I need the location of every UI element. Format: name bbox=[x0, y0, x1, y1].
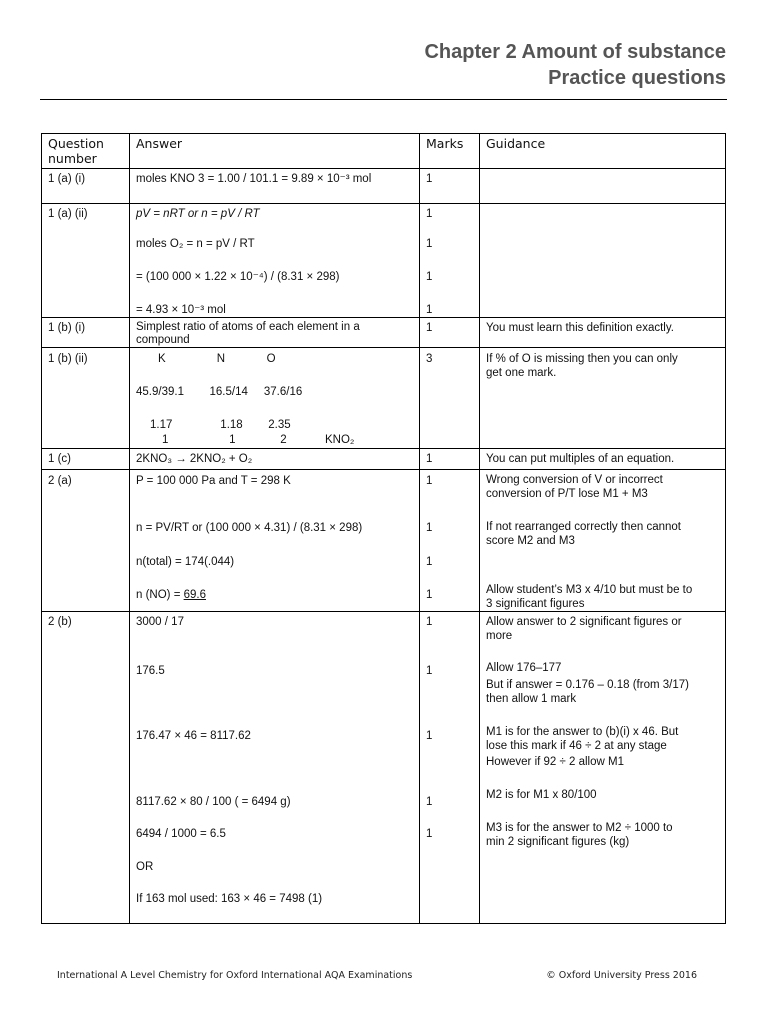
answer-line: 3000 / 17 bbox=[136, 616, 184, 628]
column-divider bbox=[419, 133, 420, 924]
guidance-line: conversion of P/T lose M1 + M3 bbox=[486, 488, 648, 500]
answer-line: moles O₂ = n = pV / RT bbox=[136, 238, 255, 250]
marks-value: 1 bbox=[426, 173, 433, 185]
answer-line: pV = nRT or n = pV / RT bbox=[136, 208, 260, 220]
table-border-left bbox=[41, 133, 42, 924]
header-answer: Answer bbox=[136, 136, 183, 151]
guidance-line: If not rearranged correctly then cannot bbox=[486, 521, 681, 533]
answer-line: n = PV/RT or (100 000 × 4.31) / (8.31 × 298) bbox=[136, 522, 363, 534]
marks-value: 3 bbox=[426, 353, 433, 365]
row-divider bbox=[41, 611, 726, 612]
header-marks: Marks bbox=[426, 136, 464, 151]
guidance-line: lose this mark if 46 ÷ 2 at any stage bbox=[486, 740, 667, 752]
guidance-line: 3 significant figures bbox=[486, 598, 585, 610]
page-subtitle: Practice questions bbox=[548, 67, 726, 89]
guidance-line: M3 is for the answer to M2 ÷ 1000 to bbox=[486, 822, 673, 834]
answer-line: 2KNO₃ → 2KNO₂ + O₂ bbox=[136, 453, 253, 465]
row-divider bbox=[41, 347, 726, 348]
marks-value: 1 bbox=[426, 522, 433, 534]
answer-line: n (NO) = 69.6 bbox=[136, 589, 206, 601]
question-number: 1 (b) (i) bbox=[48, 322, 86, 334]
marks-value: 1 bbox=[426, 730, 433, 742]
guidance-line: But if answer = 0.176 – 0.18 (from 3/17) bbox=[486, 679, 689, 691]
question-number: 2 (a) bbox=[48, 475, 72, 487]
marks-value: 1 bbox=[426, 238, 433, 250]
marks-value: 1 bbox=[426, 322, 433, 334]
answer-line: compound bbox=[136, 334, 190, 346]
row-divider bbox=[41, 448, 726, 449]
header-guidance: Guidance bbox=[486, 136, 546, 151]
chapter-title: Chapter 2 Amount of substance bbox=[424, 41, 726, 63]
header-question-number: Question number bbox=[48, 136, 104, 166]
answer-line: 8117.62 × 80 / 100 ( = 6494 g) bbox=[136, 796, 291, 808]
answer-line: P = 100 000 Pa and T = 298 K bbox=[136, 475, 291, 487]
table-border-right bbox=[725, 133, 726, 924]
marks-value: 1 bbox=[426, 589, 433, 601]
answer-line: = (100 000 × 1.22 × 10⁻⁴) / (8.31 × 298) bbox=[136, 271, 340, 283]
answer-line: 1 1 2 KNO₂ bbox=[162, 434, 355, 446]
table-border-top bbox=[41, 133, 726, 134]
table-border-bottom bbox=[41, 923, 726, 924]
answer-line: 1.17 1.18 2.35 bbox=[150, 419, 291, 431]
row-divider bbox=[41, 203, 726, 204]
marks-value: 1 bbox=[426, 271, 433, 283]
answer-line: OR bbox=[136, 861, 154, 873]
row-divider bbox=[41, 469, 726, 470]
column-divider bbox=[479, 133, 480, 924]
guidance-line: You can put multiples of an equation. bbox=[486, 453, 675, 465]
mark-scheme-table bbox=[41, 133, 726, 924]
guidance-line: Wrong conversion of V or incorrect bbox=[486, 474, 663, 486]
answer-line: K N O bbox=[158, 353, 276, 365]
answer-line: 45.9/39.1 16.5/14 37.6/16 bbox=[136, 386, 303, 398]
marks-value: 1 bbox=[426, 828, 433, 840]
question-number: 1 (b) (ii) bbox=[48, 353, 88, 365]
answer-line: = 4.93 × 10⁻³ mol bbox=[136, 304, 226, 316]
footer-book-title: International A Level Chemistry for Oxford International AQA Examinations bbox=[57, 970, 413, 981]
marks-value: 1 bbox=[426, 616, 433, 628]
answer-line: 176.47 × 46 = 8117.62 bbox=[136, 730, 251, 742]
question-number: 1 (a) (i) bbox=[48, 173, 86, 185]
question-number: 1 (a) (ii) bbox=[48, 208, 88, 220]
answer-line: Simplest ratio of atoms of each element in a bbox=[136, 321, 360, 333]
guidance-line: get one mark. bbox=[486, 367, 557, 379]
answer-line: 176.5 bbox=[136, 665, 165, 677]
marks-value: 1 bbox=[426, 208, 433, 220]
answer-line: 6494 / 1000 = 6.5 bbox=[136, 828, 226, 840]
footer-copyright: © Oxford University Press 2016 bbox=[546, 970, 697, 981]
guidance-line: Allow answer to 2 significant figures or bbox=[486, 616, 682, 628]
guidance-line: You must learn this definition exactly. bbox=[486, 322, 674, 334]
question-number: 1 (c) bbox=[48, 453, 71, 465]
marks-value: 1 bbox=[426, 665, 433, 677]
header-rule bbox=[40, 99, 727, 100]
guidance-line: Allow 176–177 bbox=[486, 662, 562, 674]
marks-value: 1 bbox=[426, 475, 433, 487]
answer-line: n(total) = 174(.044) bbox=[136, 556, 235, 568]
guidance-line: Allow student’s M3 x 4/10 but must be to bbox=[486, 584, 693, 596]
marks-value: 1 bbox=[426, 556, 433, 568]
row-divider bbox=[41, 317, 726, 318]
guidance-line: then allow 1 mark bbox=[486, 693, 577, 705]
question-number: 2 (b) bbox=[48, 616, 72, 628]
column-divider bbox=[129, 133, 130, 924]
marks-value: 1 bbox=[426, 304, 433, 316]
guidance-line: more bbox=[486, 630, 513, 642]
guidance-line: M2 is for M1 x 80/100 bbox=[486, 789, 597, 801]
marks-value: 1 bbox=[426, 453, 433, 465]
row-divider bbox=[41, 168, 726, 169]
guidance-line: M1 is for the answer to (b)(i) x 46. But bbox=[486, 726, 679, 738]
marks-value: 1 bbox=[426, 796, 433, 808]
guidance-line: score M2 and M3 bbox=[486, 535, 575, 547]
answer-line: moles KNO 3 = 1.00 / 101.1 = 9.89 × 10⁻³ mol bbox=[136, 173, 372, 185]
answer-line: If 163 mol used: 163 × 46 = 7498 (1) bbox=[136, 893, 323, 905]
guidance-line: If % of O is missing then you can only bbox=[486, 353, 678, 365]
guidance-line: min 2 significant figures (kg) bbox=[486, 836, 630, 848]
guidance-line: However if 92 ÷ 2 allow M1 bbox=[486, 756, 624, 768]
